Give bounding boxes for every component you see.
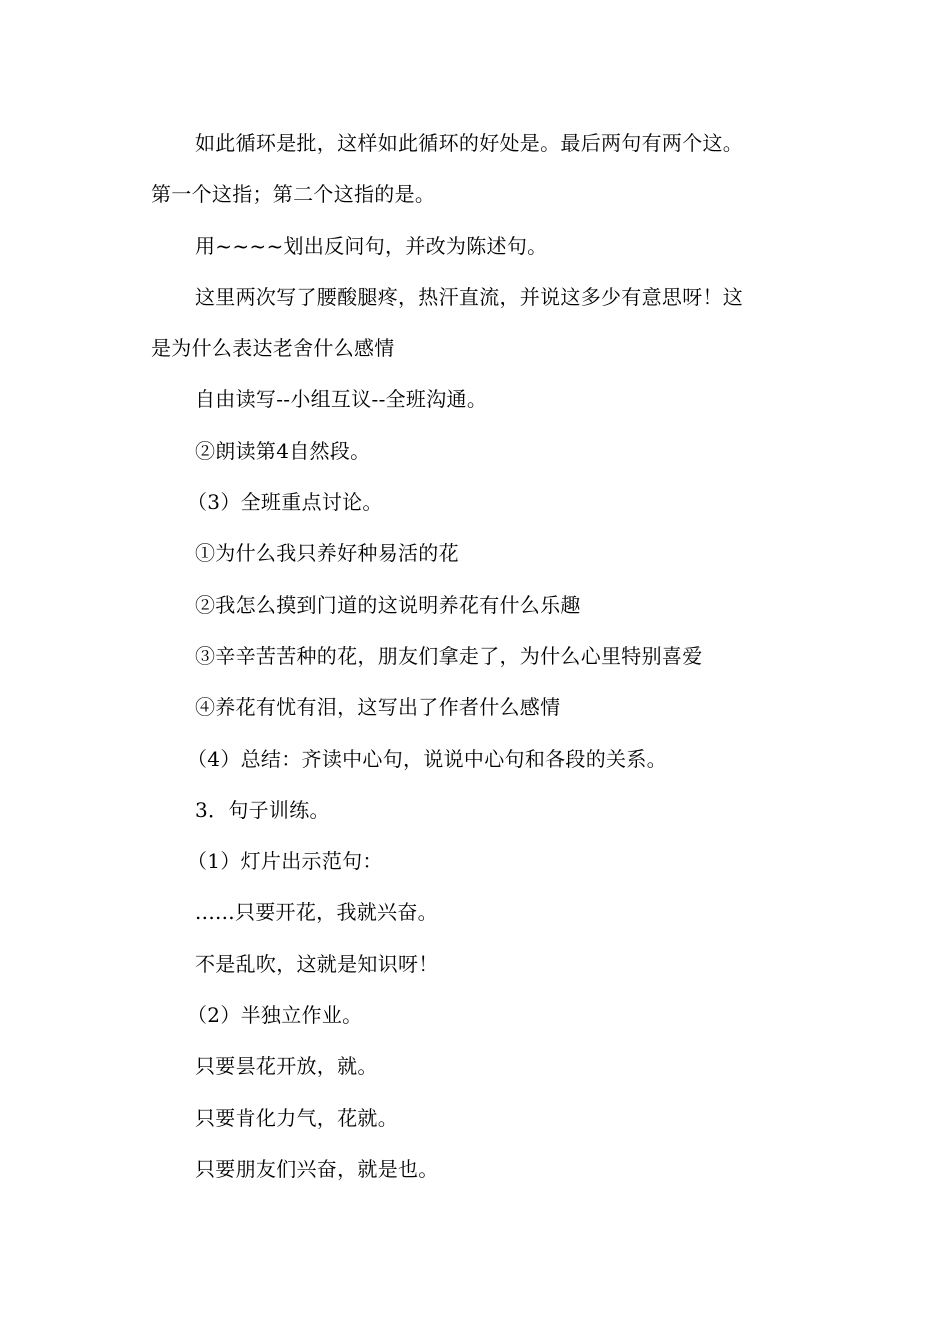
paragraph-line: 如此循环是批，这样如此循环的好处是。最后两句有两个这。 [195,131,744,155]
paragraph-line: ④养花有忧有泪，这写出了作者什么感情 [195,695,561,720]
paragraph-line: ②我怎么摸到门道的这说明养花有什么乐趣 [195,592,581,617]
paragraph-line: ③辛辛苦苦种的花，朋友们拿走了，为什么心里特别喜爱 [195,643,703,668]
paragraph-line: （3）全班重点讨论。 [187,490,383,515]
paragraph-line: 第一个这指；第二个这指的是。 [151,182,436,207]
paragraph-line: 只要昙花开放，就。 [195,1054,378,1079]
paragraph-line: ①为什么我只养好种易活的花 [195,541,459,566]
paragraph-line: （4）总结：齐读中心句，说说中心句和各段的关系。 [187,746,667,771]
paragraph-line: 是为什么表达老舍什么感情 [151,336,395,361]
paragraph-line: ②朗读第4自然段。 [195,438,371,463]
paragraph-line: 不是乱吹，这就是知识呀！ [195,951,439,976]
paragraph-line: ......只要开花，我就兴奋。 [195,900,438,925]
paragraph-line: （2）半独立作业。 [187,1003,363,1028]
paragraph-line: 3．句子训练。 [195,797,330,822]
paragraph-line: 这里两次写了腰酸腿疼，热汗直流，并说这多少有意思呀！这 [195,284,744,309]
paragraph-line: 用~~~~划出反问句，并改为陈述句。 [195,233,548,258]
paragraph-line: 自由读写--小组互议--全班沟通。 [195,387,488,412]
paragraph-line: 只要朋友们兴奋，就是也。 [195,1156,439,1181]
document-body [151,118,801,1195]
paragraph-line: （1）灯片出示范句： [187,849,383,874]
paragraph-line: 只要肯化力气，花就。 [195,1105,398,1130]
